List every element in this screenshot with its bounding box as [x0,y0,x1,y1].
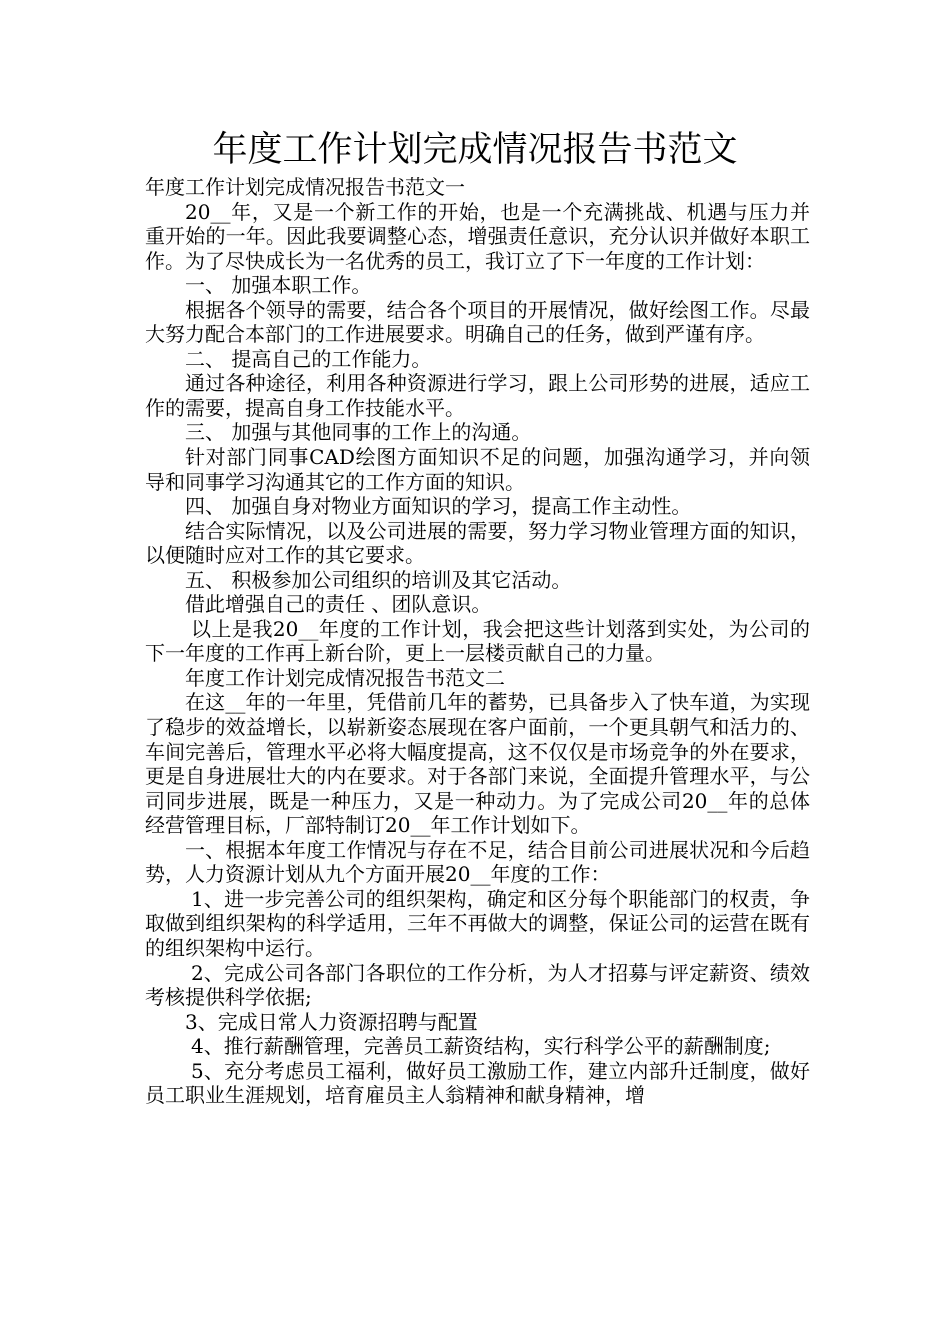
paragraph: 结合实际情况，以及公司进展的需要，努力学习物业管理方面的知识，以便随时应对工作的其它要求。 [145,518,810,568]
list-item: 2、完成公司各部门各职位的工作分析，为人才招募与评定薪资、绩效考核提供科学依据; [145,960,810,1010]
document-title: 年度工作计划完成情况报告书范文 [212,130,738,170]
list-heading: 二、 提高自己的工作能力。 [185,346,432,371]
paragraph: 根据各个领导的需要，结合各个项目的开展情况，做好绘图工作。尽最大努力配合本部门的工作进展要求。明确自己的任务，做到严谨有序。 [145,297,810,347]
list-item: 1、进一步完善公司的组织架构，确定和区分每个职能部门的权责，争取做到组织架构的科学适用，三年不再做大的调整，保证公司的运营在既有的组织架构中运行。 [145,886,810,960]
section-heading: 年度工作计划完成情况报告书范文二 [185,665,505,690]
paragraph: 针对部门同事CAD绘图方面知识不足的问题，加强沟通学习，并向领导和同事学习沟通其它的工作方面的知识。 [145,445,810,494]
list-item: 4、推行薪酬管理，完善员工薪资结构，实行科学公平的薪酬制度; [191,1034,771,1059]
paragraph: 借此增强自己的责任 、团队意识。 [185,592,492,617]
list-heading: 一、 加强本职工作。 [185,273,372,298]
paragraph: 通过各种途径，利用各种资源进行学习，跟上公司形势的进展，适应工作的需要，提高自身工作技能水平。 [145,371,810,420]
paragraph: 一、根据本年度工作情况与存在不足，结合目前公司进展状况和今后趋势，人力资源计划从九个方面开展20__年度的工作： [145,837,810,887]
list-item: 5、充分考虑员工福利，做好员工激励工作，建立内部升迁制度，做好员工职业生涯规划，培育雇员主人翁精神和献身精神，增 [145,1058,810,1108]
paragraph: 以上是我20__年度的工作计划，我会把这些计划落到实处，为公司的下一年度的工作再上新台阶，更上一层楼贡献自己的力量。 [145,616,810,666]
list-heading: 四、 加强自身对物业方面知识的学习，提高工作主动性。 [185,494,692,519]
paragraph: 20__年，又是一个新工作的开始，也是一个充满挑战、机遇与压力并重开始的一年。因此我要调整心态，增强责任意识，充分认识并做好本职工作。为了尽快成长为一名优秀的员工，我订立了下一年度的工作计划： [145,199,810,273]
document-body [145,175,810,1108]
list-item: 3、完成日常人力资源招聘与配置 [185,1009,478,1034]
list-heading: 五、 积极参加公司组织的培训及其它活动。 [185,567,572,592]
list-heading: 三、 加强与其他同事的工作上的沟通。 [185,420,532,445]
paragraph: 在这__年的一年里，凭借前几年的蓄势，已具备步入了快车道，为实现了稳步的效益增长，以崭新姿态展现在客户面前，一个更具朝气和活力的、车间完善后，管理水平必将大幅度提高，这不仅仅是市场竞争的外在要求，更是自身进展壮大的内在要求。对于各部门来说，全面提升管理水平，与公司同步进展，既是一种压力，又是一种动力。为了完成公司20__年的总体经营管理目标，厂部特制订20__年工作计划如下。 [145,690,810,838]
section-heading: 年度工作计划完成情况报告书范文一 [145,175,465,199]
